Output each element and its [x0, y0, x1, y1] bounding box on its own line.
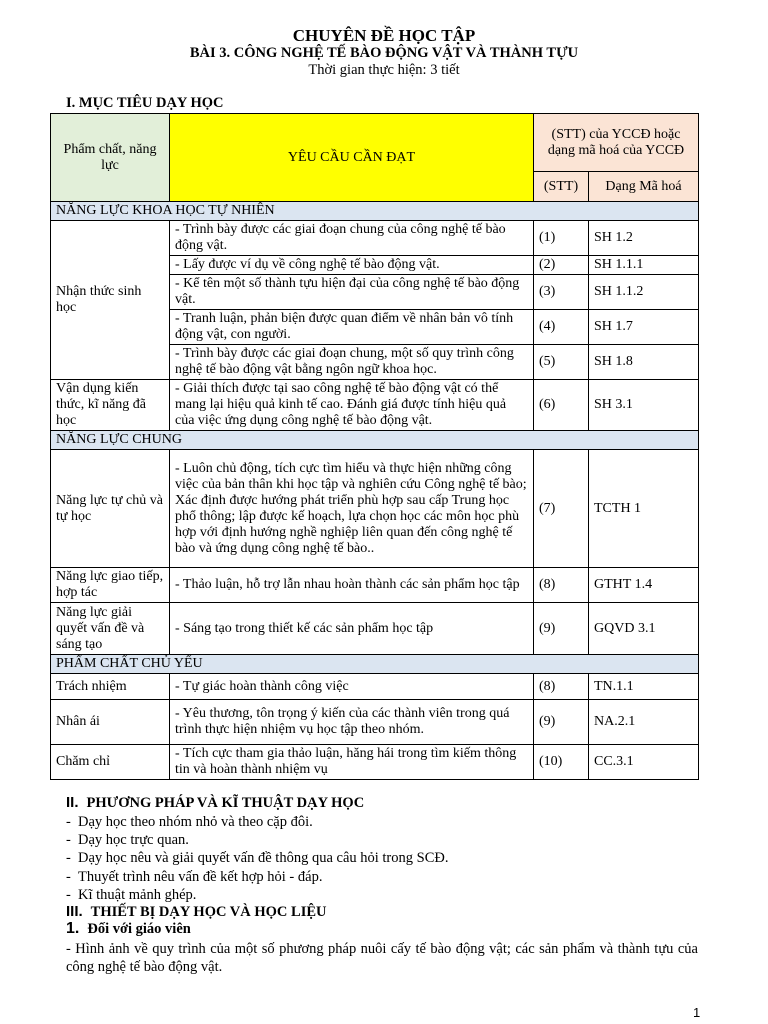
section-heading-equipment	[66, 903, 326, 921]
code-cell: SH 1.7	[589, 310, 699, 345]
group-label: NĂNG LỰC CHUNG	[51, 431, 699, 450]
section-heading-objectives: I. MỤC TIÊU DẠY HỌC	[66, 95, 224, 111]
code-cell: NA.2.1	[589, 700, 699, 745]
code-cell: SH 1.1.1	[589, 256, 699, 275]
table-row	[51, 745, 699, 780]
requirement-cell: - Giải thích được tại sao công nghệ tế bào động vật có thể mang lại hiệu quả kinh tế cao. Đánh giá được tính hiệu quả của việc ứng dụng công nghệ tế bào động vật.	[170, 380, 534, 431]
list-item: - Kĩ thuật mảnh ghép.	[66, 886, 197, 903]
header-code: Dạng Mã hoá	[589, 172, 699, 202]
page-number: 1	[693, 1005, 701, 1020]
code-cell: GTHT 1.4	[589, 568, 699, 603]
requirement-cell: - Tích cực tham gia thảo luận, hăng hái trong tìm kiếm thông tin và hoàn thành nhiệm vụ	[170, 745, 534, 780]
code-cell: SH 1.8	[589, 345, 699, 380]
header-stt: (STT)	[534, 172, 589, 202]
requirement-cell: - Trình bày được các giai đoạn chung của công nghệ tế bào động vật.	[170, 221, 534, 256]
lesson-title: BÀI 3. CÔNG NGHỆ TẾ BÀO ĐỘNG VẬT VÀ THÀNH TỰU	[189, 45, 579, 61]
table-row	[51, 380, 699, 431]
stt-cell: (1)	[534, 221, 589, 256]
requirement-cell: - Luôn chủ động, tích cực tìm hiểu và thực hiện những công việc của bản thân khi học tập và nghiên cứu Công nghệ tế bào; Xác định được hướng phát triển phù hợp sau cấp Trung học phổ thông; lập được kế hoạch, lựa chọn học các môn học phù hợp với định hướng nghề nghiệp liên quan đến công nghệ tế bào và ứng dụng công nghệ tế bào..	[170, 450, 534, 568]
category-cell: Trách nhiệm	[51, 674, 170, 700]
table-row	[51, 568, 699, 603]
stt-cell: (7)	[534, 450, 589, 568]
code-cell: SH 1.2	[589, 221, 699, 256]
group-label: NĂNG LỰC KHOA HỌC TỰ NHIÊN	[51, 202, 699, 221]
section-title: THIẾT BỊ DẠY HỌC VÀ HỌC LIỆU	[90, 904, 327, 920]
requirement-cell: - Thảo luận, hỗ trợ lẫn nhau hoàn thành các sản phẩm học tập	[170, 568, 534, 603]
table-row	[51, 603, 699, 655]
requirement-cell: - Kể tên một số thành tựu hiện đại của công nghệ tế bào động vật.	[170, 275, 534, 310]
requirement-cell: - Tự giác hoàn thành công việc	[170, 674, 534, 700]
group-label: PHẨM CHẤT CHỦ YẾU	[51, 655, 699, 674]
table-row	[51, 674, 699, 700]
section-number: II.	[66, 794, 79, 811]
list-item: - Dạy học theo nhóm nhỏ và theo cặp đôi.	[66, 814, 313, 830]
subsection-number: 1.	[66, 920, 80, 937]
category-cell: Năng lực giao tiếp, hợp tác	[51, 568, 170, 603]
stt-cell: (2)	[534, 256, 589, 275]
subsection-heading-teacher	[66, 920, 191, 938]
category-cell: Vận dụng kiến thức, kĩ năng đã học	[51, 380, 170, 431]
requirement-cell: - Tranh luận, phản biện được quan điểm về nhân bản vô tính động vật, con người.	[170, 310, 534, 345]
requirement-cell: - Trình bày được các giai đoạn chung, một số quy trình công nghệ tế bào động vật bằng ngôn ngữ khoa học.	[170, 345, 534, 380]
stt-cell: (8)	[534, 568, 589, 603]
header-quality: Phẩm chất, năng lực	[51, 114, 170, 202]
document-title: CHUYÊN ĐỀ HỌC TẬP	[292, 26, 476, 45]
code-cell: TN.1.1	[589, 674, 699, 700]
stt-cell: (3)	[534, 275, 589, 310]
table-header-row	[51, 114, 699, 172]
table-row	[51, 221, 699, 256]
section-heading-methods	[66, 794, 364, 812]
methods-list	[66, 813, 448, 904]
category-cell: Năng lực giải quyết vấn đề và sáng tạo	[51, 603, 170, 655]
code-cell: CC.3.1	[589, 745, 699, 780]
code-cell: TCTH 1	[589, 450, 699, 568]
category-cell: Chăm chỉ	[51, 745, 170, 780]
stt-cell: (6)	[534, 380, 589, 431]
stt-cell: (5)	[534, 345, 589, 380]
subsection-title: Đối với giáo viên	[87, 921, 191, 937]
list-item: - Dạy học nêu và giải quyết vấn đề thông qua câu hỏi trong SCĐ.	[66, 850, 449, 867]
stt-cell: (4)	[534, 310, 589, 345]
category-cell: Nhận thức sinh học	[51, 221, 170, 380]
category-cell: Năng lực tự chủ và tự học	[51, 450, 170, 568]
group-row	[51, 202, 699, 221]
header-requirement: YÊU CẦU CẦN ĐẠT	[170, 114, 534, 202]
list-item: - Thuyết trình nêu vấn đề kết hợp hỏi - đáp.	[66, 868, 323, 885]
list-item: - Dạy học trực quan.	[66, 832, 189, 849]
category-cell: Nhân ái	[51, 700, 170, 745]
teacher-materials-paragraph: - Hình ảnh về quy trình của một số phương pháp nuôi cấy tế bào động vật; các sản phẩm và thành tựu của công nghệ tế bào động vật.	[66, 941, 698, 975]
group-row	[51, 431, 699, 450]
stt-cell: (9)	[534, 700, 589, 745]
stt-cell: (9)	[534, 603, 589, 655]
code-cell: GQVD 3.1	[589, 603, 699, 655]
section-number: III.	[66, 903, 83, 920]
section-title: PHƯƠNG PHÁP VÀ KĨ THUẬT DẠY HỌC	[86, 795, 365, 811]
requirement-cell: - Sáng tạo trong thiết kế các sản phẩm học tập	[170, 603, 534, 655]
table-row	[51, 700, 699, 745]
objectives-table	[50, 113, 699, 780]
duration-text: Thời gian thực hiện: 3 tiết	[308, 62, 460, 78]
requirement-cell: - Lấy được ví dụ về công nghệ tế bào động vật.	[170, 256, 534, 275]
stt-cell: (8)	[534, 674, 589, 700]
code-cell: SH 1.1.2	[589, 275, 699, 310]
table-row	[51, 450, 699, 568]
group-row	[51, 655, 699, 674]
header-stt-group: (STT) của YCCĐ hoặc dạng mã hoá của YCCĐ	[534, 114, 699, 172]
requirement-cell: - Yêu thương, tôn trọng ý kiến của các thành viên trong quá trình thực hiện nhiệm vụ học tập theo nhóm.	[170, 700, 534, 745]
stt-cell: (10)	[534, 745, 589, 780]
code-cell: SH 3.1	[589, 380, 699, 431]
